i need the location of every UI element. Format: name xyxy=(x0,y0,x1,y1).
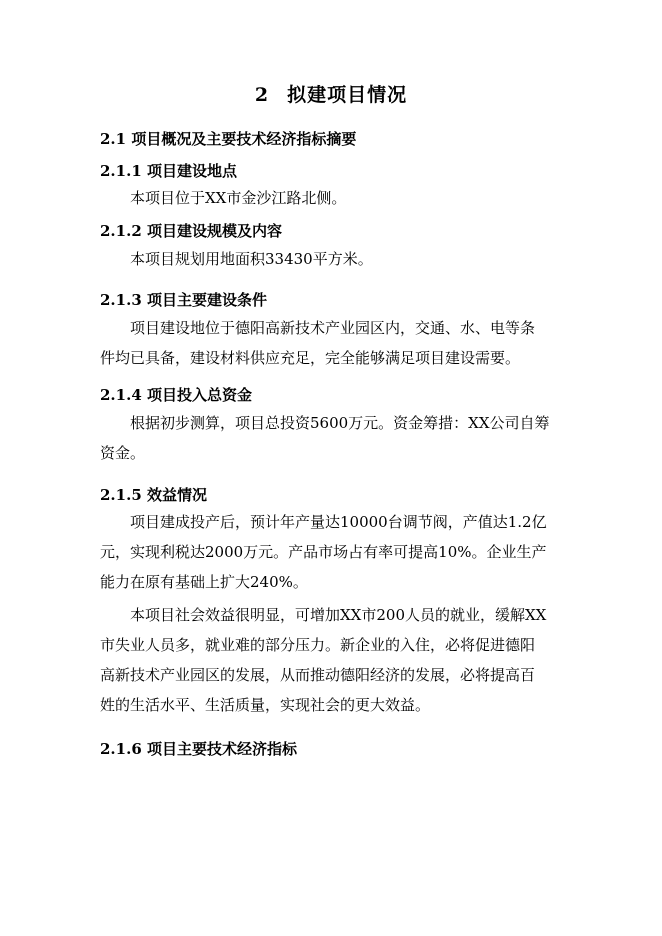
paragraph-line: 本项目位于XX市金沙江路北侧。 xyxy=(130,189,347,207)
chapter-title xyxy=(0,80,662,107)
paragraph-line: 元，实现利税达2000万元。产品市场占有率可提高10%。企业生产 xyxy=(100,543,547,561)
paragraph-location xyxy=(100,183,558,213)
heading-2-1: 2.1 项目概况及主要技术经济指标摘要 xyxy=(100,130,357,148)
paragraph-line: 项目建成投产后，预计年产量达10000台调节阀，产值达1.2亿 xyxy=(130,513,547,531)
paragraph-line: 资金。 xyxy=(100,444,146,462)
heading-2-1-2: 2.1.2 项目建设规模及内容 xyxy=(100,222,282,240)
chapter-number: 2 xyxy=(254,84,270,106)
paragraph-scale xyxy=(100,244,558,274)
paragraph-line: 高新技术产业园区的发展，从而推动德阳经济的发展，必将提高百 xyxy=(100,666,536,684)
paragraph-line: 市失业人员多，就业难的部分压力。新企业的入住，必将促进德阳 xyxy=(100,636,536,654)
paragraph-line: 本项目规划用地面积33430平方米。 xyxy=(130,250,373,268)
heading-2-1-3: 2.1.3 项目主要建设条件 xyxy=(100,291,267,309)
chapter-title-text: 拟建项目情况 xyxy=(287,84,408,106)
paragraph-line: 根据初步测算，项目总投资5600万元。资金筹措：XX公司自筹 xyxy=(130,414,550,432)
heading-2-1-4: 2.1.4 项目投入总资金 xyxy=(100,386,252,404)
heading-2-1-6: 2.1.6 项目主要技术经济指标 xyxy=(100,740,297,758)
heading-2-1-5: 2.1.5 效益情况 xyxy=(100,486,207,504)
paragraph-line: 能力在原有基础上扩大240%。 xyxy=(100,573,308,591)
paragraph-benefits-1 xyxy=(100,507,558,597)
heading-2-1-1: 2.1.1 项目建设地点 xyxy=(100,162,237,180)
paragraph-investment xyxy=(100,408,558,468)
paragraph-line: 件均已具备，建设材料供应充足，完全能够满足项目建设需要。 xyxy=(100,349,521,367)
paragraph-conditions xyxy=(100,313,558,373)
paragraph-line: 本项目社会效益很明显，可增加XX市200人员的就业，缓解XX xyxy=(130,606,547,624)
paragraph-line: 项目建设地位于德阳高新技术产业园区内，交通、水、电等条 xyxy=(130,319,536,337)
paragraph-benefits-2 xyxy=(100,600,558,720)
paragraph-line: 姓的生活水平、生活质量，实现社会的更大效益。 xyxy=(100,696,431,714)
